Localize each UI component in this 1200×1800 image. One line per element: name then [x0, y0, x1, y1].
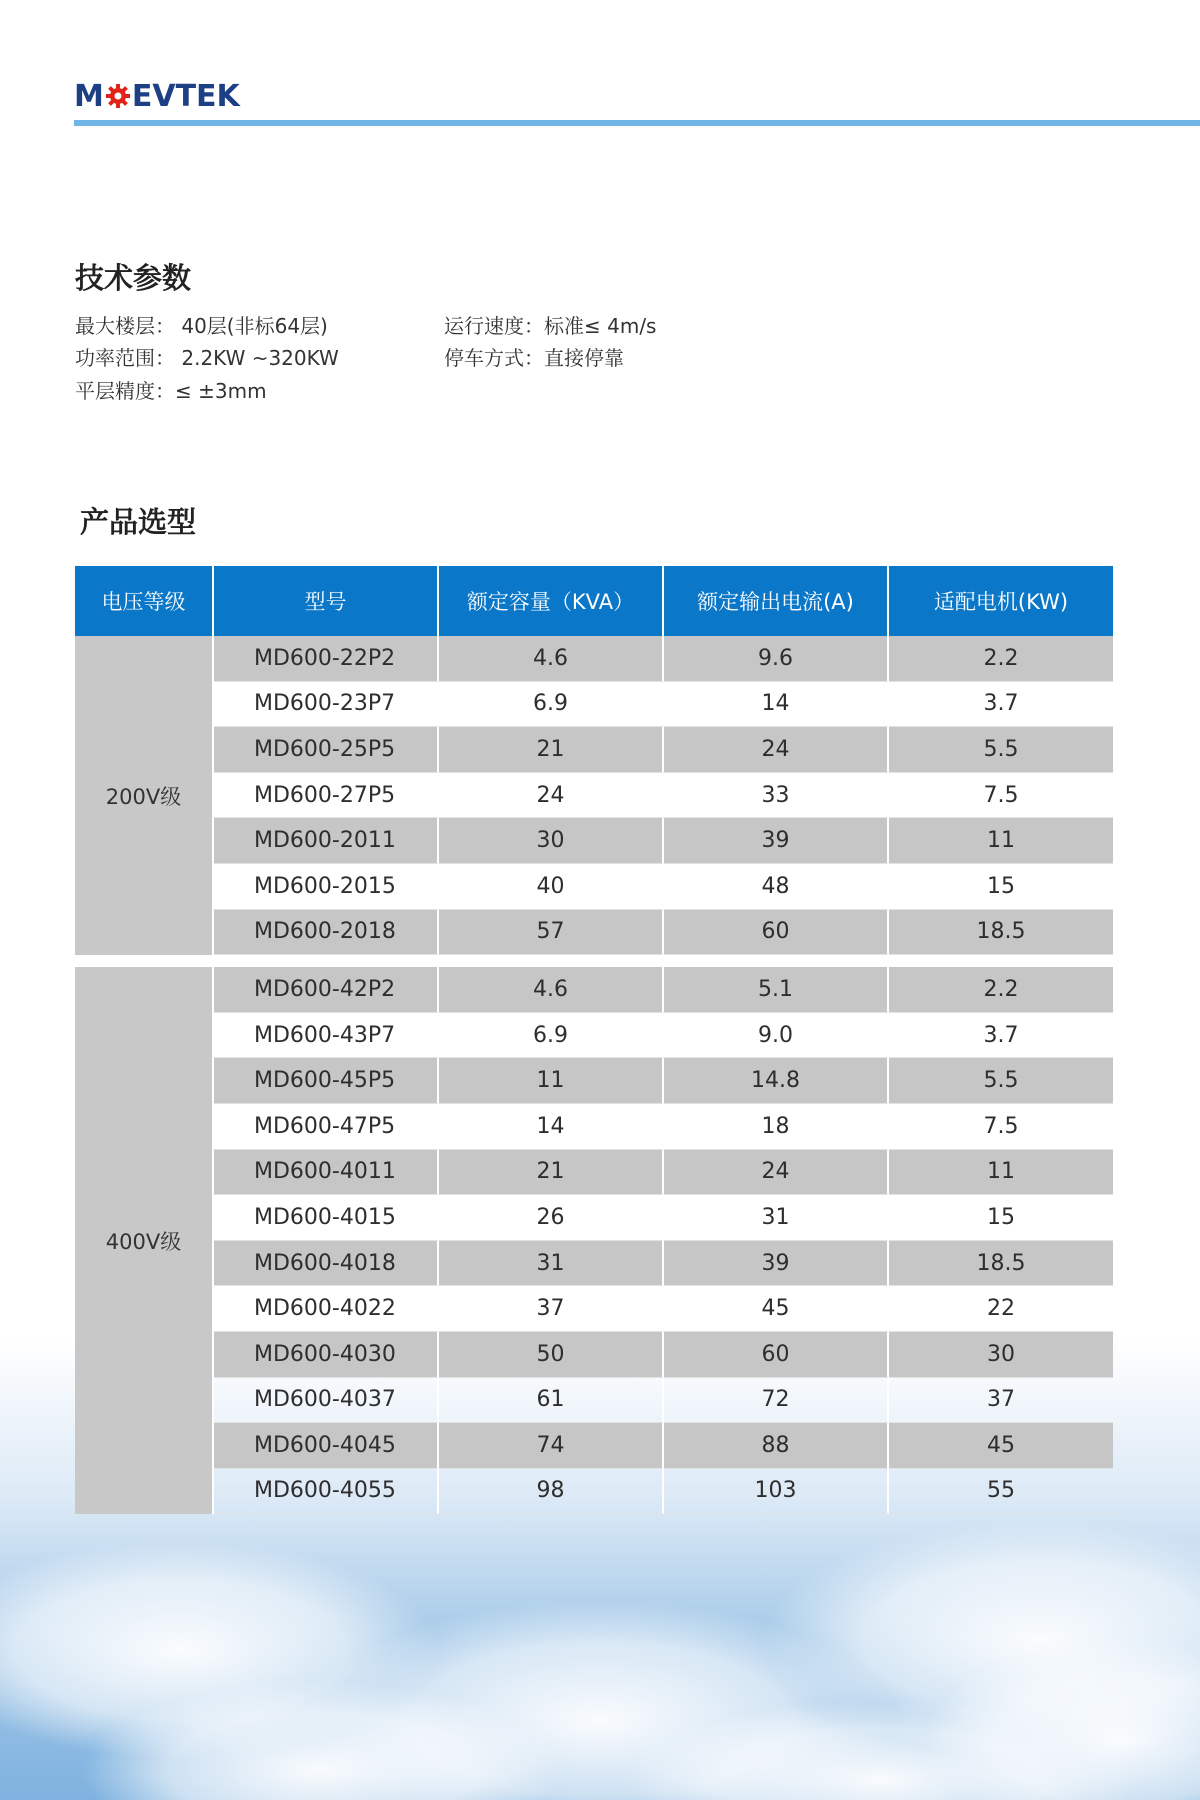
capacity-cell: 6.9	[439, 1013, 664, 1059]
current-cell: 48	[664, 864, 889, 910]
current-cell: 39	[664, 818, 889, 864]
spec-power-range: 功率范围： 2.2KW ~320KW	[75, 346, 339, 370]
table-row	[214, 1104, 1113, 1150]
table-row	[214, 682, 1113, 728]
capacity-cell: 50	[439, 1332, 664, 1378]
model-cell: MD600-43P7	[214, 1013, 439, 1059]
capacity-cell: 26	[439, 1195, 664, 1241]
gear-icon	[105, 83, 131, 109]
table-row	[214, 636, 1113, 682]
capacity-cell: 98	[439, 1469, 664, 1515]
model-cell: MD600-4015	[214, 1195, 439, 1241]
model-cell: MD600-42P2	[214, 967, 439, 1013]
model-cell: MD600-4037	[214, 1378, 439, 1424]
motor-cell: 55	[889, 1469, 1113, 1515]
capacity-cell: 24	[439, 773, 664, 819]
motor-cell: 18.5	[889, 910, 1113, 956]
current-cell: 24	[664, 727, 889, 773]
motor-cell: 2.2	[889, 636, 1113, 682]
header-motor: 适配电机(KW)	[889, 566, 1113, 636]
spec-leveling-accuracy: 平层精度：≤ ±3mm	[75, 379, 267, 403]
current-cell: 103	[664, 1469, 889, 1515]
group-rows	[214, 967, 1113, 1514]
header-current: 额定输出电流(A)	[664, 566, 889, 636]
model-cell: MD600-4055	[214, 1469, 439, 1515]
model-cell: MD600-4030	[214, 1332, 439, 1378]
table-row	[214, 1332, 1113, 1378]
motor-cell: 22	[889, 1286, 1113, 1332]
table-row	[214, 1058, 1113, 1104]
model-cell: MD600-4011	[214, 1150, 439, 1196]
current-cell: 60	[664, 910, 889, 956]
capacity-cell: 6.9	[439, 682, 664, 728]
current-cell: 88	[664, 1423, 889, 1469]
motor-cell: 3.7	[889, 1013, 1113, 1059]
model-cell: MD600-4045	[214, 1423, 439, 1469]
header-voltage: 电压等级	[75, 566, 214, 636]
selection-title: 产品选型	[80, 505, 197, 539]
logo-text-right: EVTEK	[131, 78, 240, 114]
motor-cell: 18.5	[889, 1241, 1113, 1287]
logo-text-left: M	[74, 78, 104, 114]
motor-cell: 11	[889, 1150, 1113, 1196]
model-cell: MD600-27P5	[214, 773, 439, 819]
current-cell: 39	[664, 1241, 889, 1287]
motor-cell: 5.5	[889, 727, 1113, 773]
spec-stop-mode: 停车方式：直接停靠	[444, 346, 624, 370]
capacity-cell: 30	[439, 818, 664, 864]
capacity-cell: 4.6	[439, 636, 664, 682]
header-model: 型号	[214, 566, 439, 636]
capacity-cell: 21	[439, 1150, 664, 1196]
table-row	[214, 1150, 1113, 1196]
motor-cell: 15	[889, 1195, 1113, 1241]
motor-cell: 2.2	[889, 967, 1113, 1013]
table-row	[214, 727, 1113, 773]
current-cell: 24	[664, 1150, 889, 1196]
motor-cell: 7.5	[889, 1104, 1113, 1150]
table-body	[75, 636, 1113, 1514]
current-cell: 18	[664, 1104, 889, 1150]
table-row	[214, 910, 1113, 956]
capacity-cell: 21	[439, 727, 664, 773]
table-row	[214, 864, 1113, 910]
capacity-cell: 31	[439, 1241, 664, 1287]
model-cell: MD600-4018	[214, 1241, 439, 1287]
header-capacity: 额定容量（KVA）	[439, 566, 664, 636]
header-rule	[74, 120, 1200, 126]
current-cell: 14	[664, 682, 889, 728]
current-cell: 14.8	[664, 1058, 889, 1104]
brand-logo	[74, 80, 240, 112]
model-cell: MD600-25P5	[214, 727, 439, 773]
table-row	[214, 1469, 1113, 1515]
table-row	[214, 1378, 1113, 1424]
voltage-class-cell: 400V级	[75, 967, 214, 1514]
motor-cell: 11	[889, 818, 1113, 864]
model-cell: MD600-47P5	[214, 1104, 439, 1150]
capacity-cell: 4.6	[439, 967, 664, 1013]
current-cell: 72	[664, 1378, 889, 1424]
capacity-cell: 57	[439, 910, 664, 956]
spec-max-floors: 最大楼层： 40层(非标64层)	[75, 314, 328, 338]
voltage-group	[75, 967, 1113, 1514]
model-cell: MD600-4022	[214, 1286, 439, 1332]
model-cell: MD600-2018	[214, 910, 439, 956]
selection-table	[75, 566, 1113, 1514]
tech-title: 技术参数	[75, 261, 192, 295]
current-cell: 45	[664, 1286, 889, 1332]
capacity-cell: 11	[439, 1058, 664, 1104]
motor-cell: 7.5	[889, 773, 1113, 819]
motor-cell: 5.5	[889, 1058, 1113, 1104]
motor-cell: 3.7	[889, 682, 1113, 728]
capacity-cell: 14	[439, 1104, 664, 1150]
table-row	[214, 1423, 1113, 1469]
table-row	[214, 1241, 1113, 1287]
table-row	[214, 1286, 1113, 1332]
model-cell: MD600-22P2	[214, 636, 439, 682]
current-cell: 31	[664, 1195, 889, 1241]
table-header	[75, 566, 1113, 636]
table-row	[214, 818, 1113, 864]
group-gap	[75, 955, 1113, 967]
voltage-group	[75, 636, 1113, 955]
model-cell: MD600-2011	[214, 818, 439, 864]
current-cell: 9.0	[664, 1013, 889, 1059]
model-cell: MD600-23P7	[214, 682, 439, 728]
current-cell: 33	[664, 773, 889, 819]
capacity-cell: 37	[439, 1286, 664, 1332]
current-cell: 9.6	[664, 636, 889, 682]
motor-cell: 45	[889, 1423, 1113, 1469]
capacity-cell: 61	[439, 1378, 664, 1424]
voltage-class-cell: 200V级	[75, 636, 214, 955]
table-row	[214, 967, 1113, 1013]
motor-cell: 30	[889, 1332, 1113, 1378]
spec-speed: 运行速度：标准≤ 4m/s	[444, 314, 657, 338]
capacity-cell: 40	[439, 864, 664, 910]
table-row	[214, 1013, 1113, 1059]
motor-cell: 15	[889, 864, 1113, 910]
capacity-cell: 74	[439, 1423, 664, 1469]
table-row	[214, 773, 1113, 819]
current-cell: 60	[664, 1332, 889, 1378]
table-row	[214, 1195, 1113, 1241]
motor-cell: 37	[889, 1378, 1113, 1424]
model-cell: MD600-2015	[214, 864, 439, 910]
current-cell: 5.1	[664, 967, 889, 1013]
group-rows	[214, 636, 1113, 955]
model-cell: MD600-45P5	[214, 1058, 439, 1104]
